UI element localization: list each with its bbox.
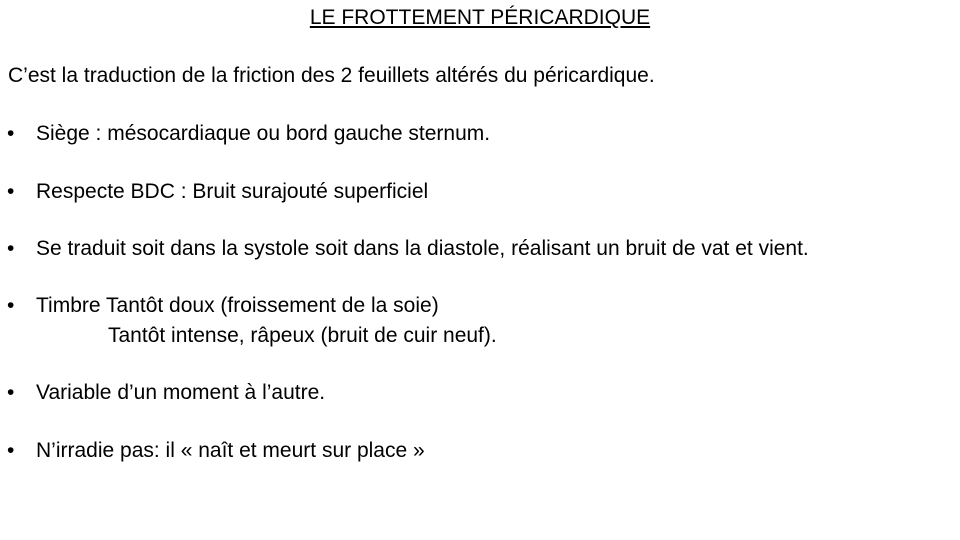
bullet-continuation-text: Tantôt intense, râpeux (bruit de cuir neuf). (108, 324, 497, 347)
bullet-text: N’irradie pas: il « naît et meurt sur place » (36, 439, 425, 462)
list-item-variable (5, 378, 325, 408)
slide-title: LE FROTTEMENT PÉRICARDIQUE (309, 6, 651, 29)
bullet-icon: • (7, 180, 15, 203)
bullet-icon: • (7, 237, 15, 260)
list-item-irradie (5, 436, 425, 466)
bullet-icon: • (7, 381, 15, 404)
list-item-respecte (5, 177, 428, 207)
bullet-text: Siège : mésocardiaque ou bord gauche sternum. (36, 122, 491, 145)
bullet-icon: • (7, 294, 15, 317)
bullet-text: Timbre Tantôt doux (froissement de la soie) (36, 294, 439, 317)
list-item-timbre (5, 291, 497, 351)
bullet-icon: • (7, 439, 15, 462)
list-item-traduit (5, 234, 809, 264)
bullet-text: Respecte BDC : Bruit surajouté superficiel (36, 180, 429, 203)
bullet-text: Variable d’un moment à l’autre. (36, 381, 326, 404)
bullet-icon: • (7, 122, 15, 145)
intro-text: C’est la traduction de la friction des 2 feuillets altérés du péricardique. (8, 64, 655, 87)
bullet-text-group (36, 291, 497, 351)
list-item-siege (5, 119, 490, 149)
bullet-text: Se traduit soit dans la systole soit dans la diastole, réalisant un bruit de vat et vient. (36, 237, 809, 260)
